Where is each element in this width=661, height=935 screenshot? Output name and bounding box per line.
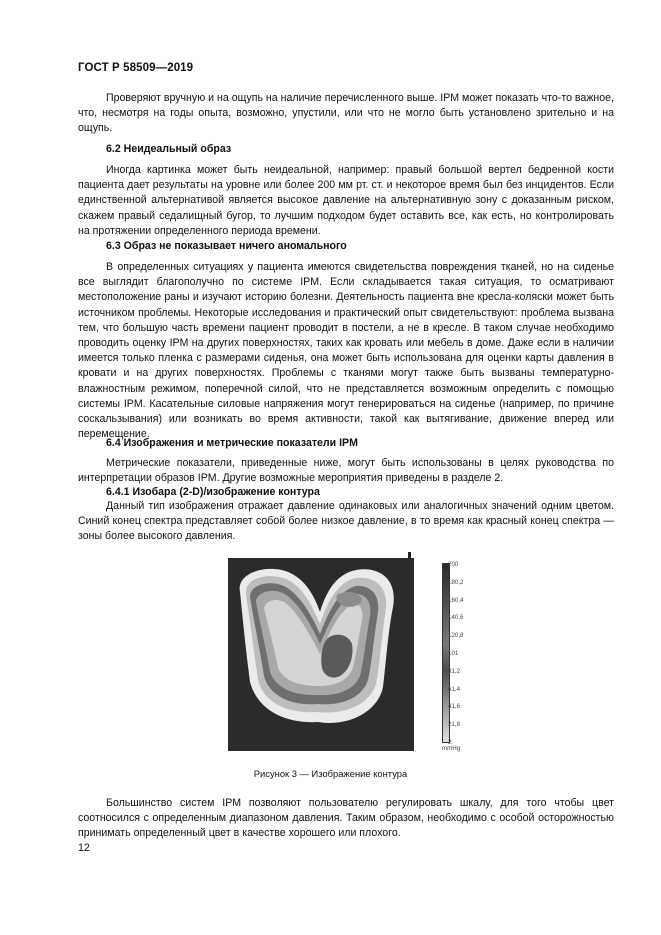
paragraph-6-4-1: Данный тип изображения отражает давление одинаковых или аналогичных значений одним цветом. Синий конец спектра представляет собой более низкое давление, в то время как красный конец спектра —зоны более высокого давления. (78, 500, 614, 543)
scale-tick: 61,4 (448, 685, 461, 693)
map-marker (408, 552, 411, 559)
scale-unit: mmHg (442, 745, 461, 752)
scale-tick: 101 (448, 650, 459, 657)
scale-tick: 140,6 (448, 614, 464, 622)
page-number: 12 (78, 842, 90, 854)
section-6-4-heading: 6.4 Изображения и метрические показатели IPM (106, 437, 358, 449)
scale-tick: 180,2 (448, 578, 464, 586)
paragraph-6-4: Метрические показатели, приведенные ниже, могут быть использованы в целях руководства по интерпретации образов IPM. Другие возможные мероприятия приведены в разделе 2. (78, 457, 614, 485)
paragraph-6-3: В определенных ситуациях у пациента имеются свидетельства повреждения тканей, но на сиденье все выглядит благополучно по системе IPM. Если складывается такая ситуация, то осматривают местоположение раны и изучают историю болезни. Деятельность пациента вне кресла-коляски может быть источником проблемы. Некоторые исследования и практический опыт свидетельствуют: проблема вызвана тем, что большую часть времени пациент проводит в постели, а не в кресле. В таком случае необходимо проводить оценку IPM на других поверхностях, таких как кровать или мебель в доме. Даже если в наличии имеется только пленка с размерами сиденья, она может быть использована для оценки карты давления в кровати и на других поверхностях. Проблемы с тканями могут также быть вызваны температурно-влажностным режимом, поперечной силой, что не представляется возможным определить с помощью системы IPM. Касательные силовые напряжения могут генерироваться на сиденье (например, по причине соскальзывания) или возникать во время активности, такой как вытягивание, движение вперед или перемещение. (78, 261, 614, 441)
paragraph-6-2: Иногда картинка может быть неидеальной, например: правый большой вертел бедренной кости пациента дает результаты на уровне или более 200 мм рт. ст. и некоторое время был без инцидентов. Если единственной альтернативой является высокое давление на альтернативную зону с доказанным риском, скажем правый седалищный бугор, то лучшим подходом будет оставить все, как есть, но контролировать на протяжении определенного периода времени. (78, 164, 614, 237)
document-header: ГОСТ Р 58509—2019 (78, 62, 194, 74)
section-6-3-heading: 6.3 Образ не показывает ничего аномального (106, 240, 347, 252)
scale-tick: 120,8 (448, 632, 464, 640)
scale-tick: 21,8 (448, 721, 461, 729)
figure-caption: Рисунок 3 — Изображение контура (253, 768, 408, 779)
scale-tick: 200 (448, 561, 459, 568)
paragraph-closing: Большинство систем IPM позволяют пользователю регулировать шкалу, для того чтобы цвет соотносился с определенным диапазоном давления. Таким образом, необходимо с особой осторожностью принимать определенный цвет в качестве хорошего или плохого. (78, 797, 614, 840)
scale-tick: 160,4 (448, 596, 464, 604)
contour-pressure-map (228, 552, 414, 752)
section-6-2-heading: 6.2 Неидеальный образ (106, 143, 232, 155)
pressure-scale-legend (440, 563, 500, 763)
scale-tick: 81,2 (448, 667, 461, 675)
scale-tick: 2 (448, 739, 452, 746)
paragraph-intro: Проверяют вручную и на ощупь на наличие перечисленного выше. IPM может показать что-то важное, что, несмотря на годы опыта, возможно, упустили, или что не могло быть установлено зрительно и на ощупь. (78, 92, 614, 135)
scale-tick: 41,6 (448, 703, 461, 711)
section-6-4-1-heading: 6.4.1 Изобара (2-D)/изображение контура (106, 486, 320, 498)
